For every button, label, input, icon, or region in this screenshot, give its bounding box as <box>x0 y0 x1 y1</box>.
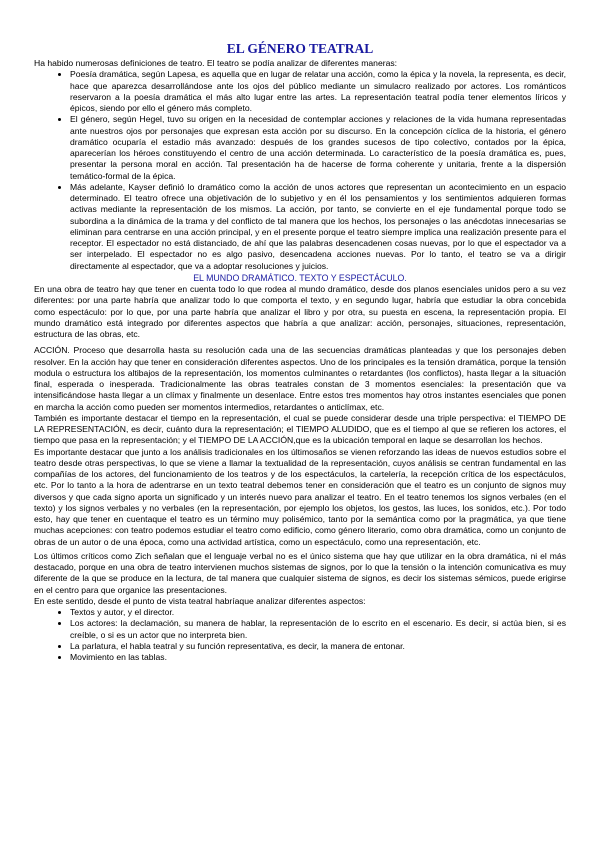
definition-hegel: • El género, según Hegel, tuvo su origen en la necesidad de contemplar acciones y relaciones de la vida humana representadas ante nuestros ojos por personajes que expresan esta acción por su discurso. En la concepción cíclica de la historia, el género dramático ocuparía el estadio más avanzado: después de los grandes sucesos de tipo colectivo, contados por la épica, aparecerían los héroes constituyendo el centro de una acción determinada. Lo característico de la poesía dramática es, pues, presentar la persona moral en acción. Tal presentación ha de hacerse de forma coherente y unitaria, frente a la dispersión temático-formal de la épica. <box>70 114 566 182</box>
paragraph-accion: ACCIÓN. Proceso que desarrolla hasta su resolución cada una de las secuencias dramáticas planteadas y que los personajes deben resolver. En la acción hay que tener en consideración diferentes aspectos. Uno de los principales es la tensión dramática, porque la tensión modula o estructura los altibajos de la representación, los momentos culminantes o retardantes (los conflictos), hasta llegar a la situación final, esperada o inesperada. Tradicionalmente las obras teatrales constan de 3 momentos esenciales: la presentación que va intensificándose hasta llegar a un clímax y finalmente un desenlace. Entre estos tres momentos hay otros instantes esenciales que ponen en marcha la acción como pueden ser momentos intermedios, retardantes o anticlímax, etc. <box>34 345 566 412</box>
definitions-list <box>34 69 566 272</box>
paragraph-criticos: Los últimos críticos como Zich señalan que el lenguaje verbal no es el único sistema que hay que utilizar en la obra dramática, ni el más destacado, porque en una obra de teatro intervienen muchos sistemas de signos, por lo que la tensión o la intención comunicativa es muy diferente de la que se produce en la lectura, de tal manera que cualquier sistema de signos, es decir los sistemas sémicos, puede erigirse en el centro para que organice las presentaciones. <box>34 550 566 595</box>
aspects-list <box>34 607 566 663</box>
paragraph-analisis: Es importante destacar que junto a los análisis tradicionales en los últimosaños se vienen reforzando las ideas de nuevos estudios sobre el teatro desde otras perspectivas, lo que se viene a llamar la textualidad de la representación, cuyos análisis se centran fundamental en las compañías de los actores, del funcionamiento de los teatros y de los espectáculos, la cartelería, la recepción crítica de los espectáculos, etc. Por lo tanto a la hora de adentrarse en un texto teatral debemos tener en consideración que el teatro es un conjunto de signos muy diversos y que cada signo aporta un significado y un interés nuevo para analizar el teatro. En el teatro tenemos los signos verbales (en el texto) y los signos verbales y no verbales (en la representación, por ejemplo los objetos, los gestos, las luces, los sonidos, etc.). Por todo esto, hay que tener en cuentaque el teatro es un término muy polisémico, tanto por la semántica como por la pragmática, ya que tiene muchas acepciones: con teatro podemos estudiar el teatro como edificio, como género literario, como obra dramática, como un conjunto de obras de un autor o de una época, como una actividad artística, como un espectáculo, como una representación, etc. <box>34 446 566 547</box>
intro-paragraph: Ha habido numerosas definiciones de teatro. El teatro se podía analizar de diferentes maneras: <box>34 58 398 68</box>
aspect-item: • Textos y autor, y el director. <box>70 607 566 618</box>
section-subtitle: EL MUNDO DRAMÁTICO. TEXTO Y ESPECTÁCULO. <box>193 272 407 283</box>
definition-kayser: • Más adelante, Kayser definió lo dramático como la acción de unos actores que representan un acontecimiento en un espacio determinado. El teatro ofrece una objetivación de lo subjetivo y en él los pensamientos y los sentimientos adquieren formas activas mediante la representación de los mismos. La acción, por tanto, se convierte en el eje fundamental porque todo se subordina a la dinámica de la trama y del conflicto de tal manera que los hechos, los personajes o las anécdotas innecesarias se eliminan para centrarse en una acción principal, y en el presente porque el teatro siempre implica una realización presente para el receptor. El espectador no está distanciado, de ahí que las palabras desencadenen cosas nuevas, por lo que el espectador va a ser interpelado. El espectador no es algo pasivo, desencadena acciones nuevas. Por lo tanto, el teatro se va a dirigir directamente al espectador, que va a adoptar resoluciones y juicios. <box>70 182 566 272</box>
aspect-item: • La parlatura, el habla teatral y su función representativa, es decir, la manera de entonar. <box>70 641 566 652</box>
aspect-item: • Movimiento en las tablas. <box>70 652 566 663</box>
paragraph-mundo-dramatico: En una obra de teatro hay que tener en cuenta todo lo que rodea al mundo dramático, desde dos planos esenciales unidos pero a su vez diferentes: por una parte habría que analizar todo lo que comporta el texto, y en segundo lugar, habría que estudiar la obra concebida como espectáculo: por lo que, por una parte habría que analizar el libro y por otra, su puesta en escena, la representación propia. El mundo dramático está integrado por diferentes aspectos que habría a que analizar: acción, personajes, situaciones, representación, estructura de las obras, etc. <box>34 284 566 339</box>
aspect-item: • Los actores: la declamación, su manera de hablar, la representación de lo escrito en el escenario. Es decir, si actúa bien, si es creíble, o si es un actor que no interpreta bien. <box>70 618 566 641</box>
paragraph-sentido: En este sentido, desde el punto de vista teatral habríaque analizar diferentes aspectos: <box>34 595 366 606</box>
definition-lapesa: • Poesía dramática, según Lapesa, es aquella que en lugar de relatar una acción, como la épica y la novela, la representa, es decir, hace que aparezca desarrollándose ante los ojos del público mediante un simulacro realizado por actores. Los románticos reservaron a la poesía dramática el más alto lugar entre las artes. La representación teatral podía tener elementos líricos y épicos, siendo por ello el género más completo. <box>70 69 566 114</box>
document-title: EL GÉNERO TEATRAL <box>226 41 374 56</box>
paragraph-tiempo: También es importante destacar el tiempo en la representación, el cual se puede considerar desde una triple perspectiva: el TIEMPO DE LA REPRESENTACIÓN, es decir, cuánto dura la representación; el TIEMPO ALUDIDO, que es el tiempo al que se refieren los actores, el tiempo que pasa en la representación; y el TIEMPO DE LA ACCIÓN,que es la ubicación temporal en laque se desarrollan los hechos. <box>34 412 566 446</box>
